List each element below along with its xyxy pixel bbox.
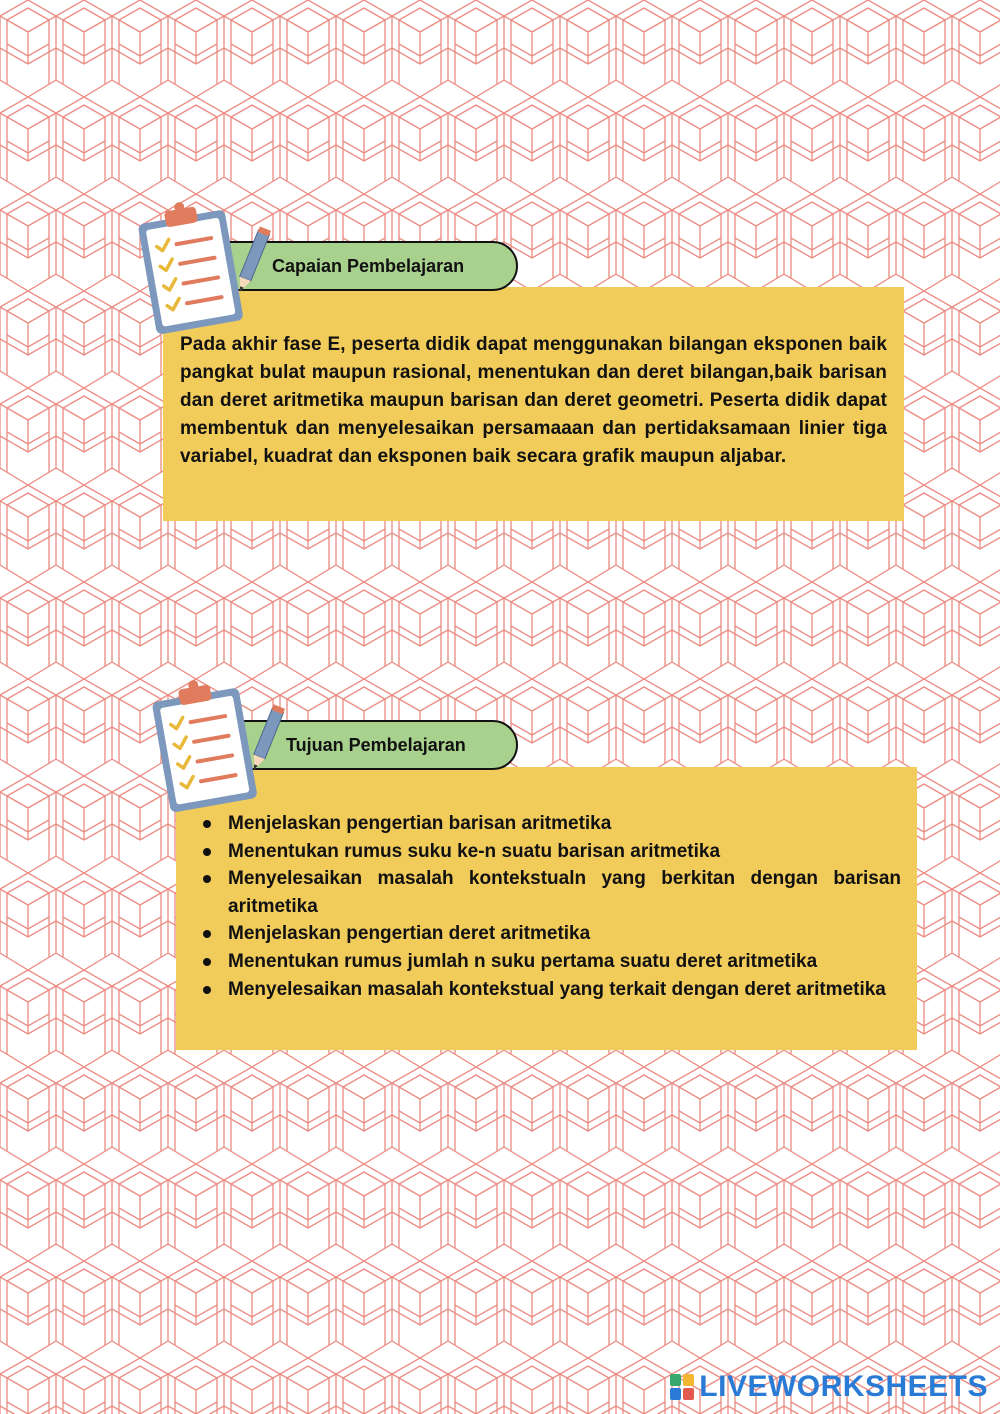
pencil-icon [232, 226, 272, 298]
pencil-icon [246, 704, 286, 776]
list-item: Menyelesaikan masalah kontekstual yang terkait dengan deret aritmetika [176, 976, 901, 1004]
learning-objectives-heading: Tujuan Pembelajaran [286, 734, 466, 755]
list-item: Menyelesaikan masalah kontekstualn yang berkitan dengan barisan aritmetika [176, 865, 901, 920]
bullet-icon [203, 820, 211, 828]
bullet-icon [203, 848, 211, 856]
learning-outcomes-heading: Capaian Pembelajaran [272, 255, 465, 276]
list-item: Menjelaskan pengertian deret aritmetika [176, 920, 901, 948]
bullet-icon [203, 875, 211, 883]
bullet-icon [203, 958, 211, 966]
learning-objectives-list [176, 810, 901, 1003]
list-item: Menjelaskan pengertian barisan aritmetika [176, 810, 901, 838]
liveworksheets-logo-icon [669, 1373, 695, 1401]
bullet-icon [203, 930, 211, 938]
liveworksheets-logo[interactable] [669, 1370, 988, 1404]
list-item: Menentukan rumus suku ke-n suatu barisan aritmetika [176, 838, 901, 866]
learning-outcomes-text: Pada akhir fase E, peserta didik dapat menggunakan bilangan eksponen baik pangkat bulat maupun rasional, menentukan dan deret bilangan,baik barisan dan deret aritmetika maupun barisan dan deret geometri. Peserta didik dapat membentuk dan menyelesaikan persamaaan dan pertidaksamaan linier tiga variabel, kuadrat dan eksponen baik secara grafik maupun aljabar. [180, 334, 887, 467]
list-item: Menentukan rumus jumlah n suku pertama suatu deret aritmetika [176, 948, 901, 976]
bullet-icon [203, 986, 211, 994]
liveworksheets-brand-text: LIVEWORKSHEETS [699, 1370, 988, 1403]
